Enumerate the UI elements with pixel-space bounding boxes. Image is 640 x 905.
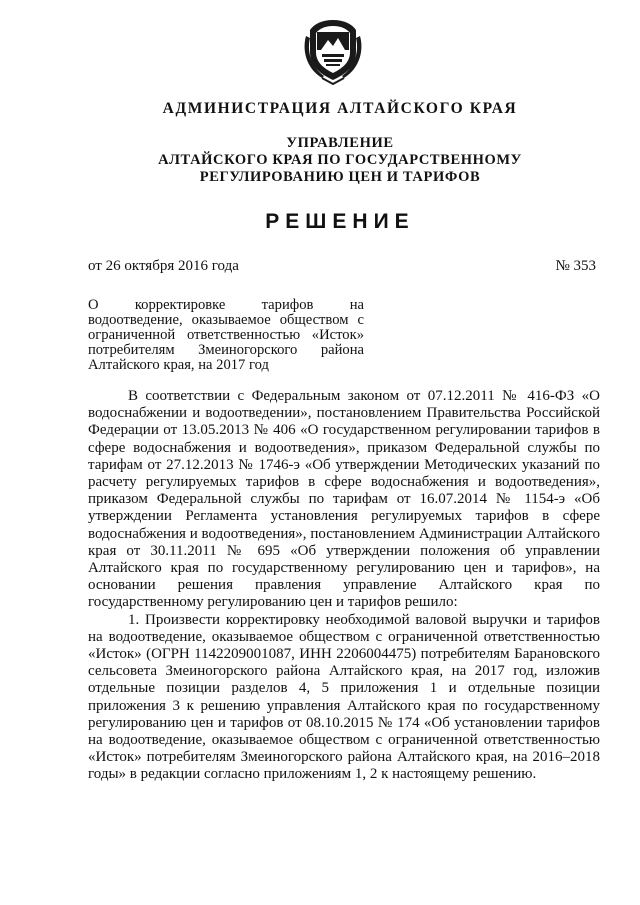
document-subject: О корректировке тарифов на водоотведение, оказываемое обществом с ограниченной ответственностью «Исток» потребителям Змеиногорского района Алтайского края, на 2017 год (88, 297, 364, 373)
organization-title: АДМИНИСТРАЦИЯ АЛТАЙСКОГО КРАЯ (162, 100, 518, 117)
body-paragraph-item-1: 1. Произвести корректировку необходимой валовой выручки и тарифов на водоотведение, оказываемое обществом с ограниченной ответственностью «Исток» (ОГРН 1142209001087, ИНН 2206004475) потребителям Барановского сельсовета Змеиногорского района Алтайского края, на 2017 год, изложив отдельные позиции разделов 4, 5 приложения 1 и отдельные позиции приложения 3 к решению управления Алтайского края по государственному регулированию цен и тарифов от 08.10.2015 № 174 «Об установлении тарифов на водоотведение, оказываемое обществом с ограниченной ответственностью «Исток» потребителям Змеиногорского района Алтайского края, на 2016–2018 годы» в редакции согласно приложениям 1, 2 к настоящему решению. (88, 611, 600, 783)
department-line-3: РЕГУЛИРОВАНИЮ ЦЕН И ТАРИФОВ (199, 169, 481, 185)
document-type-heading: РЕШЕНИЕ (265, 210, 415, 233)
department-title (0, 135, 640, 186)
coat-of-arms-emblem (300, 16, 366, 86)
department-line-1: УПРАВЛЕНИЕ (286, 135, 394, 151)
body-paragraph-preamble: В соответствии с Федеральным законом от 07.12.2011 № 416-ФЗ «О водоснабжении и водоотведении», постановлением Правительства Российской Федерации от 13.05.2013 № 406 «О государственном регулировании тарифов в сфере водоснабжения и водоотведения», приказом Федеральной службы по тарифам от 27.12.2013 № 1746-э «Об утверждении Методических указаний по расчету регулируемых тарифов в сфере водоснабжения и водоотведения», приказом Федеральной службы по тарифам от 16.07.2014 № 1154-э «Об утверждении Регламента установления регулируемых тарифов в сфере водоснабжения и водоотведения», постановлением Администрации Алтайского края от 30.11.2011 № 695 «Об утверждении положения об управлении Алтайского края по государственному регулированию цен и тарифов», на основании решения правления управление Алтайского края по государственному регулированию цен и тарифов решило: (88, 388, 600, 611)
document-body (88, 388, 600, 784)
document-number: № 353 (555, 258, 596, 274)
document-date: от 26 октября 2016 года (88, 258, 239, 274)
department-line-2: АЛТАЙСКОГО КРАЯ ПО ГОСУДАРСТВЕННОМУ (158, 152, 522, 168)
